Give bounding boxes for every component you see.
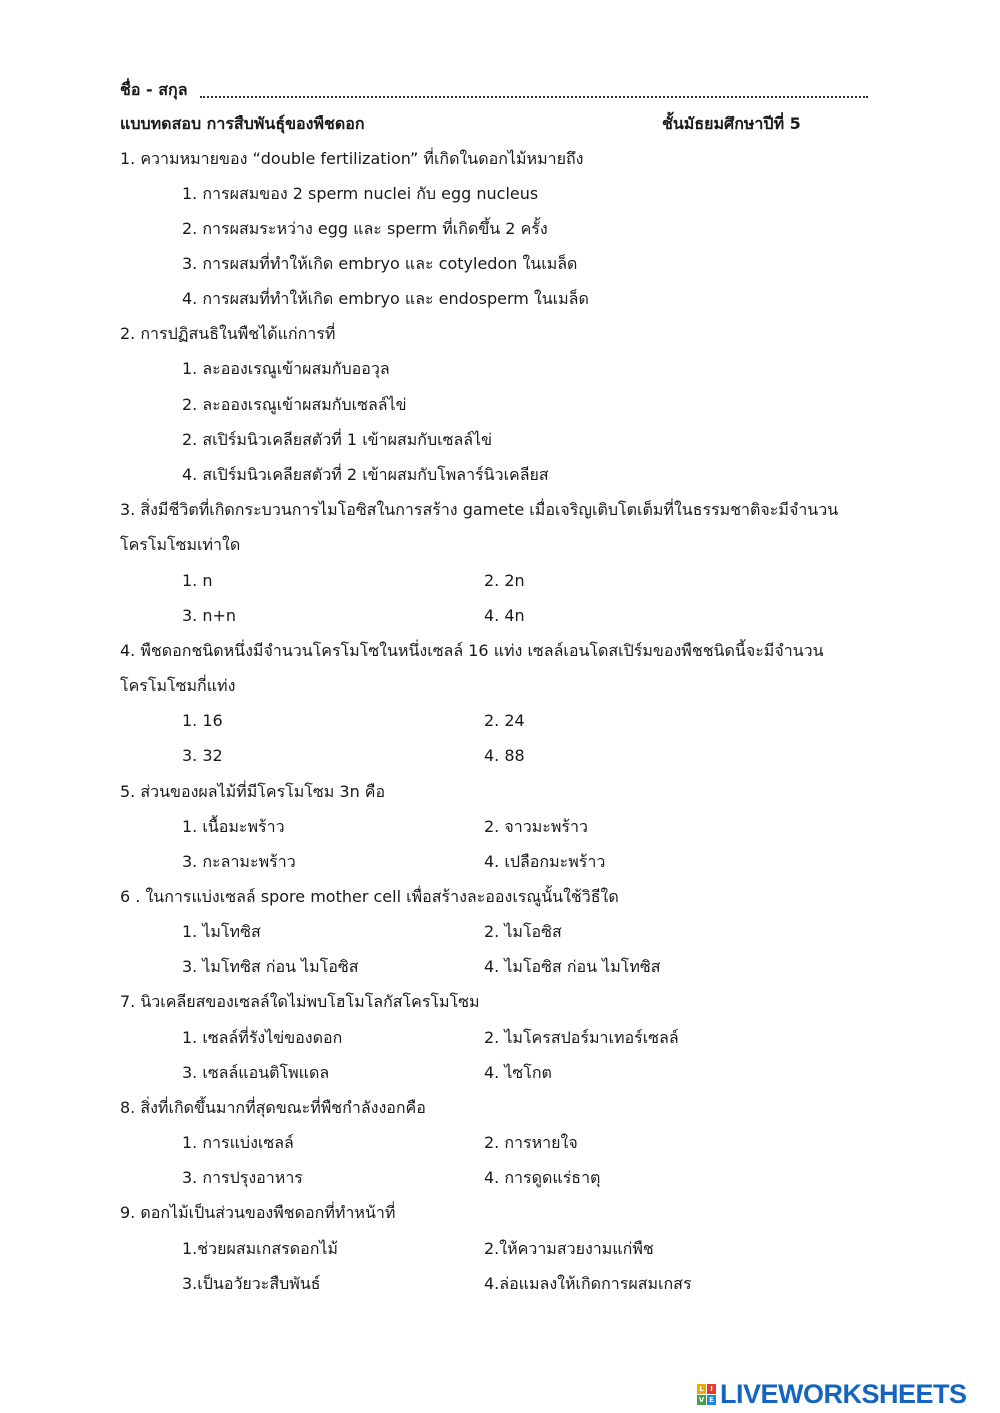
test-title: แบบทดสอบ การสืบพันธุ์ของพืชดอก — [120, 114, 365, 133]
q1-option-2[interactable]: 2. การผสมระหว่าง egg และ sperm ที่เกิดขึ้น 2 ครั้ง — [182, 219, 548, 238]
question-2: 2. การปฏิสนธิในพืชได้แก่การที่ — [120, 324, 336, 343]
q3-option-2[interactable]: 2. 2n — [484, 571, 525, 590]
q4-option-3[interactable]: 3. 32 — [182, 746, 223, 765]
logo-mark-icon — [697, 1384, 716, 1405]
question-9: 9. ดอกไม้เป็นส่วนของพืชดอกที่ทำหน้าที่ — [120, 1203, 396, 1222]
q7-option-4[interactable]: 4. ไซโกต — [484, 1063, 552, 1082]
q5-option-3[interactable]: 3. กะลามะพร้าว — [182, 852, 296, 871]
q7-option-2[interactable]: 2. ไมโครสปอร์มาเทอร์เซลล์ — [484, 1028, 679, 1047]
q2-option-3[interactable]: 2. สเปิร์มนิวเคลียสตัวที่ 1 เข้าผสมกับเซลล์ไข่ — [182, 430, 493, 449]
question-6: 6 . ในการแบ่งเซลล์ spore mother cell เพื่อสร้างละอองเรณูนั้นใช้วิธีใด — [120, 887, 619, 906]
question-3-continued: โครโมโซมเท่าใด — [120, 535, 241, 554]
q2-option-4[interactable]: 4. สเปิร์มนิวเคลียสตัวที่ 2 เข้าผสมกับโพลาร์นิวเคลียส — [182, 465, 549, 484]
q8-option-4[interactable]: 4. การดูดแร่ธาตุ — [484, 1168, 601, 1187]
q5-option-4[interactable]: 4. เปลือกมะพร้าว — [484, 852, 606, 871]
question-4-continued: โครโมโซมกี่แท่ง — [120, 676, 236, 695]
q9-option-4[interactable]: 4.ล่อแมลงให้เกิดการผสมเกสร — [484, 1274, 692, 1293]
q2-option-1[interactable]: 1. ละอองเรณูเข้าผสมกับออวุล — [182, 359, 390, 378]
q3-option-3[interactable]: 3. n+n — [182, 606, 237, 625]
q9-option-1[interactable]: 1.ช่วยผสมเกสรดอกไม้ — [182, 1239, 338, 1258]
logo-wordmark: LIVEWORKSHEETS — [720, 1379, 967, 1409]
q4-option-4[interactable]: 4. 88 — [484, 746, 525, 765]
grade-level: ชั้นมัธยมศึกษาปีที่ 5 — [662, 114, 801, 133]
logo-tile-l: L — [697, 1384, 706, 1394]
liveworksheets-logo — [697, 1379, 967, 1409]
q3-option-4[interactable]: 4. 4n — [484, 606, 525, 625]
q4-option-1[interactable]: 1. 16 — [182, 711, 223, 730]
q7-option-3[interactable]: 3. เซลล์แอนติโพแดล — [182, 1063, 330, 1082]
q2-option-2[interactable]: 2. ละอองเรณูเข้าผสมกับเซลล์ไข่ — [182, 395, 407, 414]
question-7: 7. นิวเคลียสของเซลล์ใดไม่พบโฮโมโลกัสโครโมโซม — [120, 992, 480, 1011]
q6-option-3[interactable]: 3. ไมโทซิส ก่อน ไมโอซิส — [182, 957, 359, 976]
logo-tile-v: V — [698, 1395, 705, 1404]
q7-option-1[interactable]: 1. เซลล์ที่รังไข่ของดอก — [182, 1028, 343, 1047]
q5-option-1[interactable]: 1. เนื้อมะพร้าว — [182, 817, 285, 836]
question-8: 8. สิ่งที่เกิดขึ้นมากที่สุดขณะที่พืชกำลังงอกคือ — [120, 1098, 426, 1117]
q9-option-2[interactable]: 2.ให้ความสวยงามแก่พืช — [484, 1239, 654, 1258]
logo-tile-i: I — [707, 1384, 716, 1394]
q8-option-3[interactable]: 3. การปรุงอาหาร — [182, 1168, 303, 1187]
question-5: 5. ส่วนของผลไม้ที่มีโครโมโซม 3n คือ — [120, 782, 386, 801]
q6-option-1[interactable]: 1. ไมโทซิส — [182, 922, 261, 941]
q5-option-2[interactable]: 2. จาวมะพร้าว — [484, 817, 588, 836]
q8-option-2[interactable]: 2. การหายใจ — [484, 1133, 578, 1152]
q6-option-4[interactable]: 4. ไมโอซิส ก่อน ไมโทซิส — [484, 957, 661, 976]
question-4: 4. พืชดอกชนิดหนึ่งมีจำนวนโครโมโซในหนึ่งเซลล์ 16 แท่ง เซลล์เอนโดสเปิร์มของพืชชนิดนี้จะมีจำนวน — [120, 641, 824, 660]
q8-option-1[interactable]: 1. การแบ่งเซลล์ — [182, 1133, 294, 1152]
question-3: 3. สิ่งมีชีวิตที่เกิดกระบวนการไมโอซิสในการสร้าง gamete เมื่อเจริญเติบโตเต็มที่ในธรรมชาติจะมีจำนวน — [120, 500, 839, 519]
logo-tile-e: E — [707, 1395, 716, 1405]
name-fill-line[interactable] — [200, 94, 868, 98]
q4-option-2[interactable]: 2. 24 — [484, 711, 525, 730]
q9-option-3[interactable]: 3.เป็นอวัยวะสืบพันธ์ — [182, 1274, 321, 1293]
q6-option-2[interactable]: 2. ไมโอซิส — [484, 922, 562, 941]
q1-option-3[interactable]: 3. การผสมที่ทำให้เกิด embryo และ cotyledon ในเมล็ด — [182, 254, 578, 273]
q3-option-1[interactable]: 1. n — [182, 571, 213, 590]
q1-option-4[interactable]: 4. การผสมที่ทำให้เกิด embryo และ endosperm ในเมล็ด — [182, 289, 589, 308]
name-label: ชื่อ - สกุล — [120, 80, 188, 99]
q1-option-1[interactable]: 1. การผสมของ 2 sperm nuclei กับ egg nucleus — [182, 184, 539, 203]
question-1: 1. ความหมายของ “double fertilization” ที่เกิดในดอกไม้หมายถึง — [120, 149, 584, 168]
